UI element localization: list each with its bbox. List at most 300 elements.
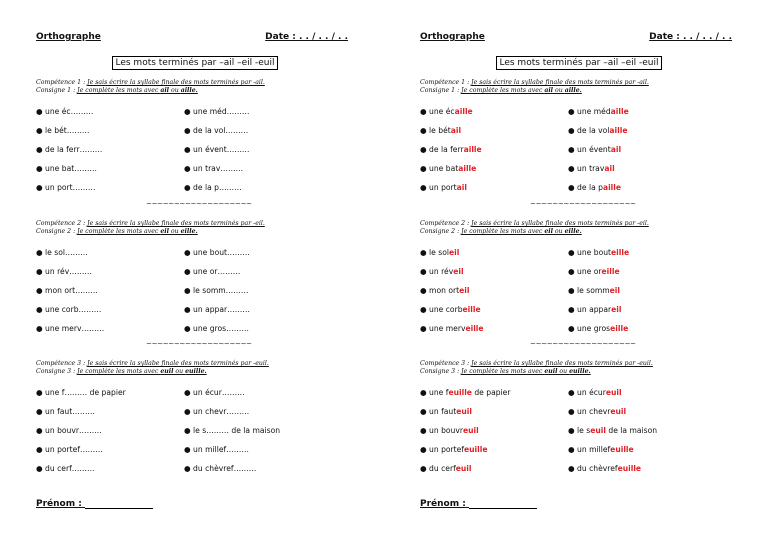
word-stem: un bouvr: [45, 426, 79, 435]
bullet: ●: [36, 164, 46, 173]
word-stem: le somm: [577, 286, 610, 295]
word-ending: euil: [462, 426, 479, 435]
word-stem: une or: [577, 267, 602, 276]
word-item: [184, 126, 248, 136]
consigne-ending-1: eil: [160, 228, 169, 235]
word-ending: aille: [454, 107, 473, 116]
word-row: [36, 305, 348, 324]
word-stem: le bét: [429, 126, 451, 135]
word-stem: un appar: [193, 305, 228, 314]
section-euil: [420, 360, 732, 473]
word-row: [36, 145, 348, 164]
word-row: [36, 267, 348, 286]
bullet: ●: [184, 164, 194, 173]
word-blank: ………: [80, 445, 103, 454]
bullet: ●: [420, 267, 430, 276]
word-ending: eil: [459, 286, 470, 295]
word-row: [420, 107, 732, 126]
bullet: ●: [184, 267, 194, 276]
word-row: [36, 164, 348, 183]
consigne-label: Consigne 3 :: [36, 368, 78, 375]
word-stem: le bét: [45, 126, 67, 135]
word-stem: une gros: [193, 324, 227, 333]
word-list: [36, 248, 348, 343]
bullet: ●: [568, 324, 578, 333]
bullet: ●: [184, 464, 194, 473]
competence-text: Je sais écrire la syllabe finale des mots terminés par -euil.: [87, 360, 269, 367]
competence-label: Compétence 1 :: [36, 79, 88, 86]
subject-title: Orthographe: [36, 32, 101, 42]
word-row: [420, 426, 732, 445]
bullet: ●: [568, 145, 578, 154]
word-stem: une bat: [45, 164, 75, 173]
word-item: [36, 464, 95, 474]
word-item: [184, 267, 240, 277]
word-item: [568, 407, 626, 417]
name-line: [85, 499, 153, 509]
bullet: ●: [568, 126, 578, 135]
bullet: ●: [420, 324, 430, 333]
bullet: ●: [36, 107, 46, 116]
word-stem: du cerf: [429, 464, 456, 473]
word-stem: un portef: [45, 445, 80, 454]
bullet: ●: [184, 324, 194, 333]
bullet: ●: [420, 107, 430, 116]
word-item: [36, 324, 104, 334]
bullet: ●: [184, 286, 194, 295]
word-item: [420, 183, 467, 193]
word-item: [420, 464, 472, 474]
word-blank: ………: [72, 183, 96, 192]
consigne-text: [461, 368, 591, 375]
word-stem: du chèvref: [577, 464, 618, 473]
bullet: ●: [184, 183, 194, 192]
word-ending: euil: [610, 407, 627, 416]
bullet: ●: [184, 407, 194, 416]
bullet: ●: [568, 183, 578, 192]
word-row: [420, 267, 732, 286]
word-stem: une corb: [429, 305, 463, 314]
bullet: ●: [568, 305, 578, 314]
word-blank: ………: [81, 324, 105, 333]
word-stem: de la p: [577, 183, 603, 192]
consigne-or: ou: [168, 228, 181, 235]
word-ending: eille: [611, 248, 630, 257]
word-ending: euil: [455, 464, 472, 473]
word-item: [36, 445, 103, 455]
date-field: Date : . . / . . / . .: [265, 32, 348, 42]
consigne-or: ou: [553, 87, 565, 94]
word-item: [184, 107, 249, 117]
word-ending: aille: [610, 107, 629, 116]
date-field: Date : . . / . . / . .: [649, 32, 732, 42]
word-row: [420, 445, 732, 464]
name-label: Prénom :: [36, 499, 82, 509]
competence-text: Je sais écrire la syllabe finale des mots terminés par -ail.: [471, 79, 649, 86]
word-item: [568, 267, 620, 277]
word-blank: ………: [226, 324, 249, 333]
word-stem: un appar: [577, 305, 612, 314]
word-item: [184, 305, 250, 315]
word-blank: ………: [225, 126, 249, 135]
competence-label: Compétence 3 :: [36, 360, 88, 367]
competence-label: Compétence 1 :: [420, 79, 472, 86]
bullet: ●: [568, 286, 578, 295]
bullet: ●: [420, 426, 430, 435]
word-row: [420, 286, 732, 305]
word-row: [36, 388, 348, 407]
word-item: [568, 183, 621, 193]
word-item: [184, 164, 243, 174]
section-eil: [36, 220, 348, 333]
competence-text: Je sais écrire la syllabe finale des mots terminés par -euil.: [471, 360, 653, 367]
word-blank: ………: [220, 164, 244, 173]
bullet: ●: [184, 126, 194, 135]
word-stem: une méd: [577, 107, 611, 116]
word-item: [36, 388, 126, 398]
word-ending: eil: [609, 286, 620, 295]
word-item: [420, 267, 464, 277]
bullet: ●: [568, 407, 578, 416]
consigne-or: ou: [169, 87, 181, 94]
bullet: ●: [420, 407, 430, 416]
bullet: ●: [36, 445, 46, 454]
word-blank: ………: [225, 286, 249, 295]
consigne-line: [420, 87, 732, 95]
word-stem: un chevr: [193, 407, 227, 416]
word-stem: un port: [45, 183, 73, 192]
word-blank: ………: [221, 388, 245, 397]
bullet: ●: [568, 107, 578, 116]
word-item: [184, 388, 245, 398]
bullet: ●: [568, 388, 578, 397]
word-blank: ………: [218, 183, 242, 192]
consigne-line: [36, 87, 348, 95]
word-stem: un portef: [429, 445, 464, 454]
word-stem: mon ort: [45, 286, 76, 295]
word-item: [36, 248, 88, 258]
consigne-text: [461, 87, 582, 94]
consigne-ending-1: euil: [160, 368, 174, 375]
consigne-line: [420, 368, 732, 376]
word-item: [36, 107, 93, 117]
competence-line: [36, 220, 348, 228]
word-ending: eille: [601, 267, 620, 276]
bullet: ●: [36, 324, 46, 333]
word-blank: ………: [70, 107, 94, 116]
bullet: ●: [420, 388, 430, 397]
word-stem: le s: [193, 426, 207, 435]
consigne-ending-2: eille.: [564, 228, 582, 235]
word-list: [420, 107, 732, 202]
word-item: [420, 305, 481, 315]
word-stem: un chevr: [577, 407, 611, 416]
subject-title: Orthographe: [420, 32, 485, 42]
worksheet-title: Les mots terminés par –ail –eil -euil: [496, 56, 662, 70]
competence-line: [36, 79, 348, 87]
word-stem: un bouvr: [429, 426, 463, 435]
competence-line: [36, 360, 348, 368]
word-stem: mon ort: [429, 286, 460, 295]
word-blank: ………: [217, 267, 241, 276]
word-stem: une f: [45, 388, 65, 397]
word-stem: de la vol: [577, 126, 610, 135]
bullet: ●: [36, 248, 46, 257]
word-ending: eille: [462, 305, 481, 314]
word-stem: une bout: [577, 248, 612, 257]
bullet: ●: [36, 286, 46, 295]
word-item: [184, 145, 250, 155]
name-line: [469, 499, 537, 509]
word-stem: un port: [429, 183, 457, 192]
bullet: ●: [184, 145, 194, 154]
word-item: [184, 426, 280, 436]
separator: ~~~~~~~~~~~~~~~~~~~: [146, 200, 252, 208]
word-row: [420, 388, 732, 407]
competence-label: Compétence 3 :: [420, 360, 472, 367]
word-row: [36, 107, 348, 126]
word-stem: du cerf: [45, 464, 72, 473]
consigne-ending-2: euille.: [569, 368, 591, 375]
word-item: [568, 324, 628, 334]
word-item: [420, 407, 472, 417]
word-item: [420, 445, 488, 455]
section-eil: [420, 220, 732, 333]
word-item: [420, 286, 469, 296]
competence-text: Je sais écrire la syllabe finale des mots terminés par -ail.: [87, 79, 265, 86]
bullet: ●: [568, 164, 578, 173]
word-item: [420, 248, 459, 258]
word-stem: de la ferr: [45, 145, 80, 154]
bullet: ●: [420, 145, 430, 154]
word-stem: un millef: [577, 445, 611, 454]
consigne-instruction: Je complète les mots avec: [77, 368, 161, 375]
consigne-line: [420, 228, 732, 236]
word-stem: une éc: [45, 107, 71, 116]
word-ending: euil: [590, 426, 606, 435]
word-ending: aille: [463, 145, 482, 154]
word-item: [36, 305, 101, 315]
word-item: [184, 286, 248, 296]
worksheet-title: Les mots terminés par –ail –eil -euil: [112, 56, 278, 70]
word-stem: de la vol: [193, 126, 226, 135]
word-ending: eille: [610, 324, 629, 333]
word-item: [36, 126, 90, 136]
word-stem: une f: [429, 388, 449, 397]
word-ending: ail: [450, 126, 462, 135]
word-ending: aille: [602, 183, 622, 192]
word-blank: ………: [79, 145, 103, 154]
bullet: ●: [36, 183, 46, 192]
word-stem: un millef: [193, 445, 227, 454]
word-stem: une bout: [193, 248, 228, 257]
word-ending: euil: [456, 407, 472, 416]
word-list: [420, 388, 732, 483]
consigne-ending-2: aille.: [564, 87, 582, 94]
section-ail: [420, 79, 732, 192]
word-blank: ………: [227, 305, 250, 314]
word-item: [568, 164, 615, 174]
word-stem: une merv: [429, 324, 466, 333]
word-ending: eille: [465, 324, 484, 333]
word-row: [420, 164, 732, 183]
word-blank: ………: [74, 164, 97, 173]
name-field: [420, 499, 537, 509]
word-suffix: de papier: [471, 388, 511, 397]
word-stem: un trav: [193, 164, 221, 173]
word-stem: un rév: [45, 267, 70, 276]
bullet: ●: [568, 445, 578, 454]
consigne-ending-1: euil: [544, 368, 558, 375]
competence-line: [420, 79, 732, 87]
bullet: ●: [184, 248, 194, 257]
bullet: ●: [36, 426, 46, 435]
section-ail: [36, 79, 348, 192]
word-stem: une or: [193, 267, 218, 276]
competence-line: [420, 220, 732, 228]
competence-line: [420, 360, 732, 368]
word-item: [36, 267, 92, 277]
word-row: [36, 126, 348, 145]
word-blank: ………: [206, 426, 229, 435]
consigne-or: ou: [552, 228, 565, 235]
word-ending: eil: [448, 248, 460, 257]
word-blank: ………: [66, 126, 90, 135]
consigne-ending-1: ail: [160, 87, 170, 94]
word-item: [36, 286, 98, 296]
consigne-label: Consigne 2 :: [36, 228, 78, 235]
word-item: [36, 407, 95, 417]
section-euil: [36, 360, 348, 473]
bullet: ●: [420, 305, 430, 314]
bullet: ●: [36, 305, 46, 314]
word-stem: une merv: [45, 324, 82, 333]
word-stem: un évent: [577, 145, 611, 154]
word-blank: ………: [64, 248, 88, 257]
header: [36, 32, 348, 46]
competence-text: Je sais écrire la syllabe finale des mots terminés par -eil.: [87, 220, 265, 227]
word-item: [36, 426, 102, 436]
consigne-text: [77, 87, 198, 94]
bullet: ●: [568, 267, 578, 276]
word-stem: une éc: [429, 107, 455, 116]
word-item: [568, 286, 620, 296]
word-ending: euille: [464, 445, 488, 454]
word-stem: un trav: [577, 164, 605, 173]
word-item: [184, 464, 256, 474]
word-blank: ………: [78, 426, 102, 435]
competence-text: Je sais écrire la syllabe finale des mots terminés par -eil.: [471, 220, 649, 227]
word-stem: un rév: [429, 267, 454, 276]
word-item: [36, 164, 97, 174]
consigne-ending-2: aille.: [180, 87, 198, 94]
worksheet-correction: [384, 0, 768, 543]
bullet: ●: [36, 126, 46, 135]
bullet: ●: [36, 267, 46, 276]
bullet: ●: [568, 426, 578, 435]
word-stem: de la ferr: [429, 145, 464, 154]
bullet: ●: [36, 407, 46, 416]
consigne-instruction: Je complète les mots avec: [461, 228, 545, 235]
word-blank: ………: [64, 388, 88, 397]
word-row: [420, 126, 732, 145]
word-list: [36, 388, 348, 483]
word-ending: euille: [610, 445, 634, 454]
word-item: [420, 107, 473, 117]
word-row: [36, 426, 348, 445]
word-ending: aille: [458, 164, 477, 173]
word-item: [184, 183, 242, 193]
consigne-label: Consigne 1 :: [36, 87, 78, 94]
consigne-line: [36, 368, 348, 376]
word-stem: un écur: [577, 388, 606, 397]
bullet: ●: [184, 305, 194, 314]
word-item: [568, 248, 629, 258]
bullet: ●: [36, 145, 46, 154]
word-item: [420, 164, 476, 174]
word-suffix: de papier: [87, 388, 126, 397]
consigne-ending-1: ail: [544, 87, 554, 94]
word-item: [420, 426, 479, 436]
word-ending: ail: [604, 164, 615, 173]
word-blank: ………: [72, 407, 95, 416]
word-suffix: de la maison: [228, 426, 281, 435]
word-suffix: de la maison: [605, 426, 658, 435]
competence-label: Compétence 2 :: [36, 220, 88, 227]
word-ending: ail: [456, 183, 467, 192]
word-item: [568, 126, 627, 136]
word-blank: ………: [226, 407, 250, 416]
bullet: ●: [568, 464, 578, 473]
consigne-line: [36, 228, 348, 236]
word-blank: ………: [227, 248, 250, 257]
separator: ~~~~~~~~~~~~~~~~~~~: [530, 340, 636, 348]
word-item: [420, 126, 461, 136]
word-blank: ………: [233, 464, 257, 473]
word-ending: euille: [617, 464, 642, 473]
word-item: [184, 324, 249, 334]
word-list: [36, 107, 348, 202]
word-stem: le sol: [429, 248, 449, 257]
word-stem: de la p: [193, 183, 219, 192]
word-ending: eil: [611, 305, 622, 314]
consigne-ending-2: euille.: [185, 368, 207, 375]
word-blank: ………: [226, 145, 250, 154]
word-stem: un écur: [193, 388, 222, 397]
word-blank: ………: [226, 445, 249, 454]
bullet: ●: [36, 388, 46, 397]
bullet: ●: [184, 445, 194, 454]
word-item: [420, 324, 484, 334]
word-row: [420, 464, 732, 483]
word-item: [568, 305, 622, 315]
word-ending: aille: [609, 126, 628, 135]
consigne-ending-1: eil: [544, 228, 553, 235]
word-row: [420, 145, 732, 164]
consigne-instruction: Je complète les mots avec: [77, 228, 161, 235]
word-stem: une corb: [45, 305, 79, 314]
bullet: ●: [184, 388, 194, 397]
word-stem: une bat: [429, 164, 459, 173]
consigne-instruction: Je complète les mots avec: [461, 368, 545, 375]
word-item: [36, 145, 102, 155]
word-item: [184, 407, 249, 417]
word-stem: un évent: [193, 145, 227, 154]
bullet: ●: [420, 286, 430, 295]
consigne-label: Consigne 1 :: [420, 87, 462, 94]
bullet: ●: [420, 445, 430, 454]
word-ending: euille: [448, 388, 472, 397]
